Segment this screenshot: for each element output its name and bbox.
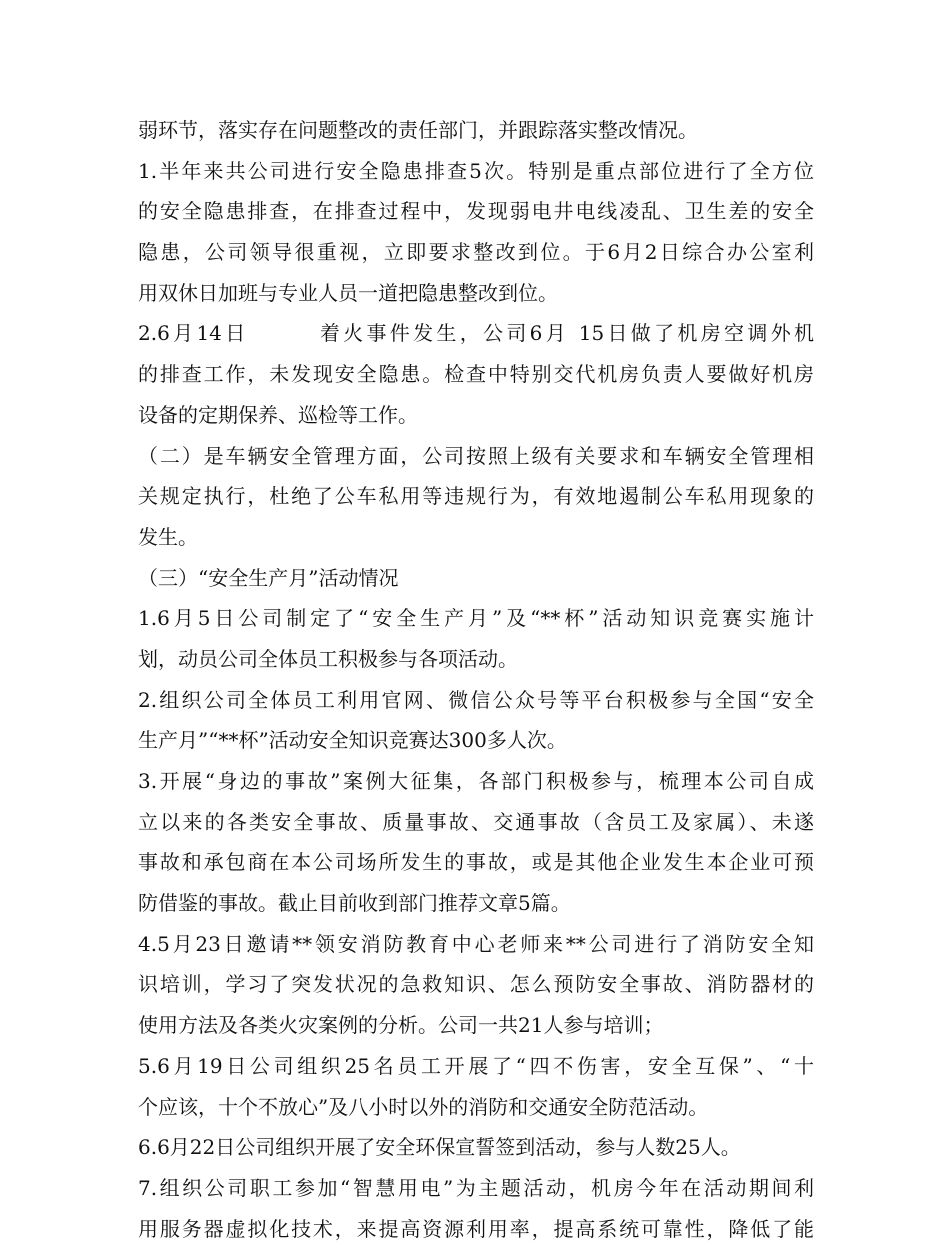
text-line: 弱环节，落实存在问题整改的责任部门，并跟踪落实整改情况。	[138, 118, 698, 142]
text-line: 划，动员公司全体员工积极参与各项活动。	[138, 646, 518, 671]
text-segment: 着火事件发生，公司6月 15日做了机房空调外机	[316, 321, 814, 346]
text-line: 生产月”“**杯”活动安全知识竞赛达300多人次。	[138, 728, 567, 753]
text-line: 防借鉴的事故。截止目前收到部门推荐文章5篇。	[138, 891, 571, 916]
section-heading: （三）“安全生产月”活动情况	[138, 565, 399, 590]
document-body	[138, 110, 814, 1249]
text-line: 4.5月23日邀请**领安消防教育中心老师来**公司进行了消防安全知	[138, 931, 814, 956]
text-line-split	[138, 313, 814, 354]
text-line: 事故和承包商在本公司场所发生的事故，或是其他企业发生本企业可预	[138, 850, 814, 875]
text-line: 设备的定期保养、巡检等工作。	[138, 402, 418, 427]
text-line: 发生。	[138, 524, 198, 549]
text-line: 7.组织公司职工参加“智慧用电”为主题活动，机房今年在活动期间利	[138, 1175, 814, 1200]
text-line: 的安全隐患排查，在排查过程中，发现弱电井电线凌乱、卫生差的安全	[138, 199, 814, 224]
text-segment: 2.6月14日	[138, 321, 249, 346]
text-line: 使用方法及各类火灾案例的分析。公司一共21人参与培训；	[138, 1013, 664, 1038]
text-line: 用服务器虚拟化技术，来提高资源利用率，提高系统可靠性，降低了能	[138, 1216, 814, 1241]
text-line: 1.6月5日公司制定了“安全生产月”及“**杯”活动知识竞赛实施计	[138, 606, 814, 631]
text-line: 1.半年来共公司进行安全隐患排查5次。特别是重点部位进行了全方位	[138, 158, 814, 183]
text-line: 6.6月22日公司组织开展了安全环保宣誓签到活动，参与人数25人。	[138, 1135, 741, 1160]
text-line: 立以来的各类安全事故、质量事故、交通事故（含员工及家属）、未遂	[138, 809, 814, 834]
text-line: 3.开展“身边的事故”案例大征集，各部门积极参与，梳理本公司自成	[138, 769, 814, 793]
text-line: 识培训，学习了突发状况的急救知识、怎么预防安全事故、消防器材的	[138, 972, 814, 997]
text-line: 5.6月19日公司组织25名员工开展了“四不伤害，安全互保”、“十	[138, 1053, 814, 1078]
text-line: 关规定执行，杜绝了公车私用等违规行为，有效地遏制公车私用现象的	[138, 484, 814, 509]
text-line: 隐患，公司领导很重视，立即要求整改到位。于6月2日综合办公室利	[138, 240, 814, 265]
text-line: 用双休日加班与专业人员一道把隐患整改到位。	[138, 280, 558, 305]
text-line: （二）是车辆安全管理方面，公司按照上级有关要求和车辆安全管理相	[138, 443, 814, 468]
text-line: 2.组织公司全体员工利用官网、微信公众号等平台积极参与全国“安全	[138, 687, 814, 712]
text-line: 的排查工作，未发现安全隐患。检查中特别交代机房负责人要做好机房	[138, 362, 814, 387]
text-line: 个应该，十个不放心”及八小时以外的消防和交通安全防范活动。	[138, 1094, 709, 1119]
